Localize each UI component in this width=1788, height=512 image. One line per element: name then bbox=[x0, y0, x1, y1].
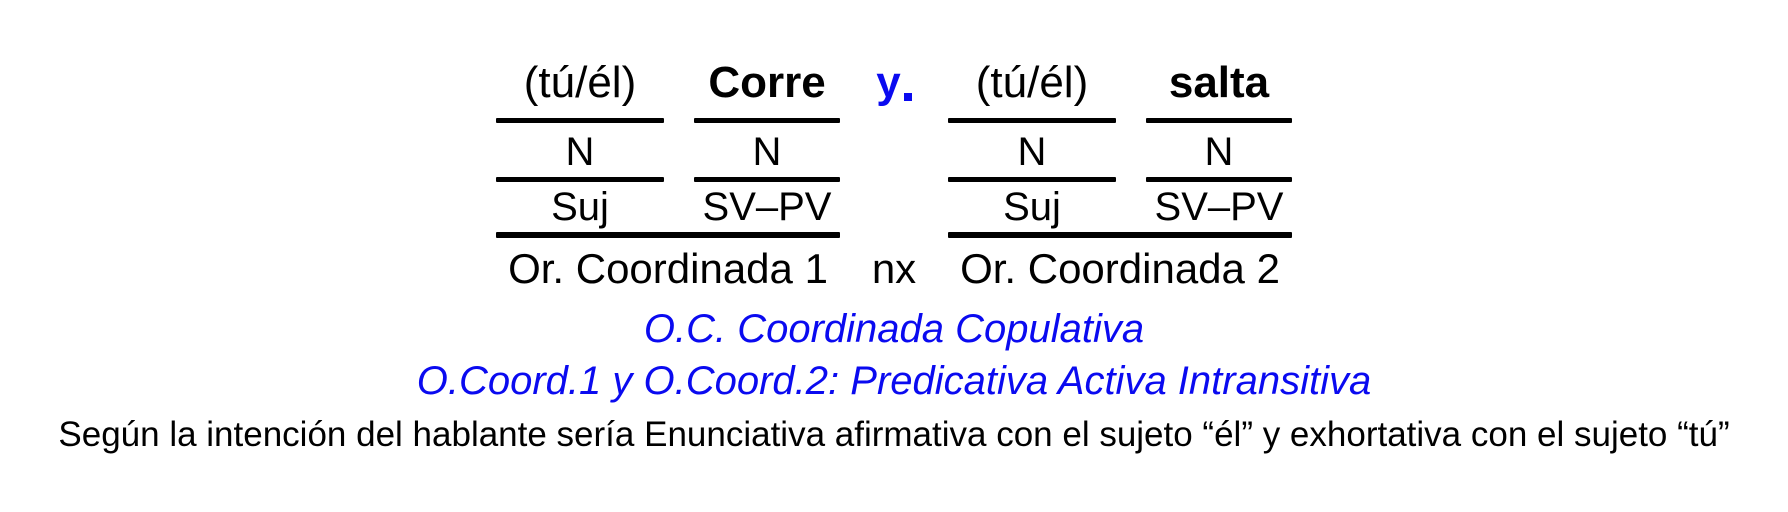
annotation-coordinada-copulativa: O.C. Coordinada Copulativa bbox=[643, 307, 1145, 351]
clause-label: Or. Coordinada 2 bbox=[960, 245, 1280, 292]
clause-2-columns bbox=[948, 56, 1292, 230]
underline bbox=[948, 118, 1116, 123]
annotation-predicativa-activa: O.Coord.1 y O.Coord.2: Predicativa Activa Intransitiva bbox=[416, 359, 1372, 403]
word-text: (tú/él) bbox=[975, 58, 1089, 107]
category-label: N bbox=[1204, 130, 1234, 174]
underline bbox=[496, 177, 664, 182]
clause-underline bbox=[496, 232, 840, 238]
nexo-word bbox=[876, 56, 911, 110]
nexo-label: nx bbox=[871, 245, 917, 292]
word-text: Corre bbox=[708, 58, 826, 107]
word-column-subject-2 bbox=[948, 56, 1116, 230]
category-label: N bbox=[752, 130, 782, 174]
category-label: N bbox=[1017, 130, 1047, 174]
clause-label: Or. Coordinada 1 bbox=[508, 245, 828, 292]
clause-1 bbox=[496, 56, 840, 292]
syntax-diagram bbox=[496, 56, 1292, 292]
speaker-intention-note: Según la intención del hablante sería Enunciativa afirmativa con el sujeto “él” y exhortativa con el sujeto “tú” bbox=[58, 415, 1730, 454]
underline bbox=[1146, 118, 1292, 123]
function-label: Suj bbox=[1003, 185, 1061, 229]
function-label: SV–PV bbox=[702, 185, 832, 229]
underline bbox=[948, 177, 1116, 182]
nexo-text: y bbox=[876, 58, 901, 107]
underline bbox=[1146, 177, 1292, 182]
function-label: SV–PV bbox=[1154, 185, 1284, 229]
word-text: salta bbox=[1168, 58, 1270, 107]
word-text: (tú/él) bbox=[523, 58, 637, 107]
word-column-subject-1 bbox=[496, 56, 664, 230]
word-column-verb-1 bbox=[694, 56, 840, 230]
word-column-verb-2 bbox=[1146, 56, 1292, 230]
function-label: Suj bbox=[551, 185, 609, 229]
clause-2 bbox=[948, 56, 1292, 292]
clause-underline bbox=[948, 232, 1292, 238]
category-label: N bbox=[565, 130, 595, 174]
nexo-dot-mark bbox=[904, 93, 912, 101]
underline bbox=[694, 177, 840, 182]
nexo-column bbox=[858, 56, 930, 292]
clause-1-columns bbox=[496, 56, 840, 230]
underline bbox=[694, 118, 840, 123]
underline bbox=[496, 118, 664, 123]
